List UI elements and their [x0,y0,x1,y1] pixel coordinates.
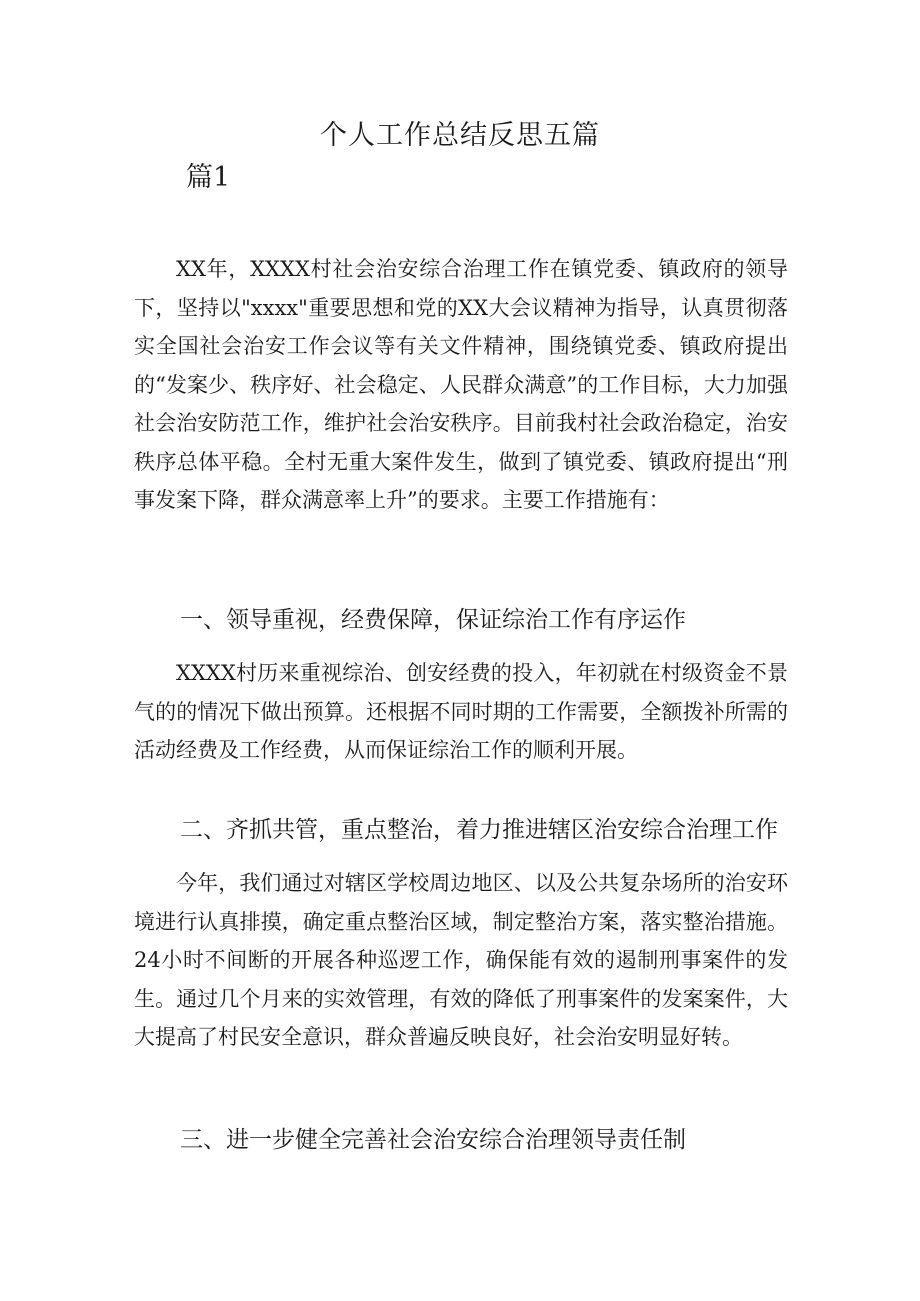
document-title: 个人工作总结反思五篇 [320,120,600,151]
body-paragraph-3: 今年，我们通过对辖区学校周边地区、以及公共复杂场所的治安环境进行认真排摸，确定重点整治区域，制定整治方案，落实整治措施。24小时不间断的开展各种巡逻工作，确保能有效的遏制刑事案件的发生。通过几个月来的实效管理，有效的降低了刑事案件的发案案件，大大提高了村民安全意识，群众普遍反映良好，社会治安明显好转。 [134,871,788,1049]
section-heading-2: 二、齐抓共管，重点整治，着力推进辖区治安综合治理工作 [180,817,778,843]
body-paragraph-1: XX年，XXXX村社会治安综合治理工作在镇党委、镇政府的领导下，坚持以"xxxx"重要思想和党的XX大会议精神为指导，认真贯彻落实全国社会治安工作会议等有关文件精神，围绕镇党委、镇政府提出的“发案少、秩序好、社会稳定、人民群众满意”的工作目标，大力加强社会治安防范工作，维护社会治安秩序。目前我村社会政治稳定，治安秩序总体平稳。全村无重大案件发生，做到了镇党委、镇政府提出“刑事发案下降，群众满意率上升”的要求。主要工作措施有： [134,257,788,512]
section-heading-3: 三、进一步健全完善社会治安综合治理领导责任制 [180,1127,686,1153]
section-label: 篇1 [186,162,231,193]
body-paragraph-2: XXXX村历来重视综治、创安经费的投入，年初就在村级资金不景气的的情况下做出预算。还根据不同时期的工作需要，全额拨补所需的活动经费及工作经费，从而保证综治工作的顺利开展。 [134,661,788,762]
section-heading-1: 一、领导重视，经费保障，保证综治工作有序运作 [180,607,686,633]
